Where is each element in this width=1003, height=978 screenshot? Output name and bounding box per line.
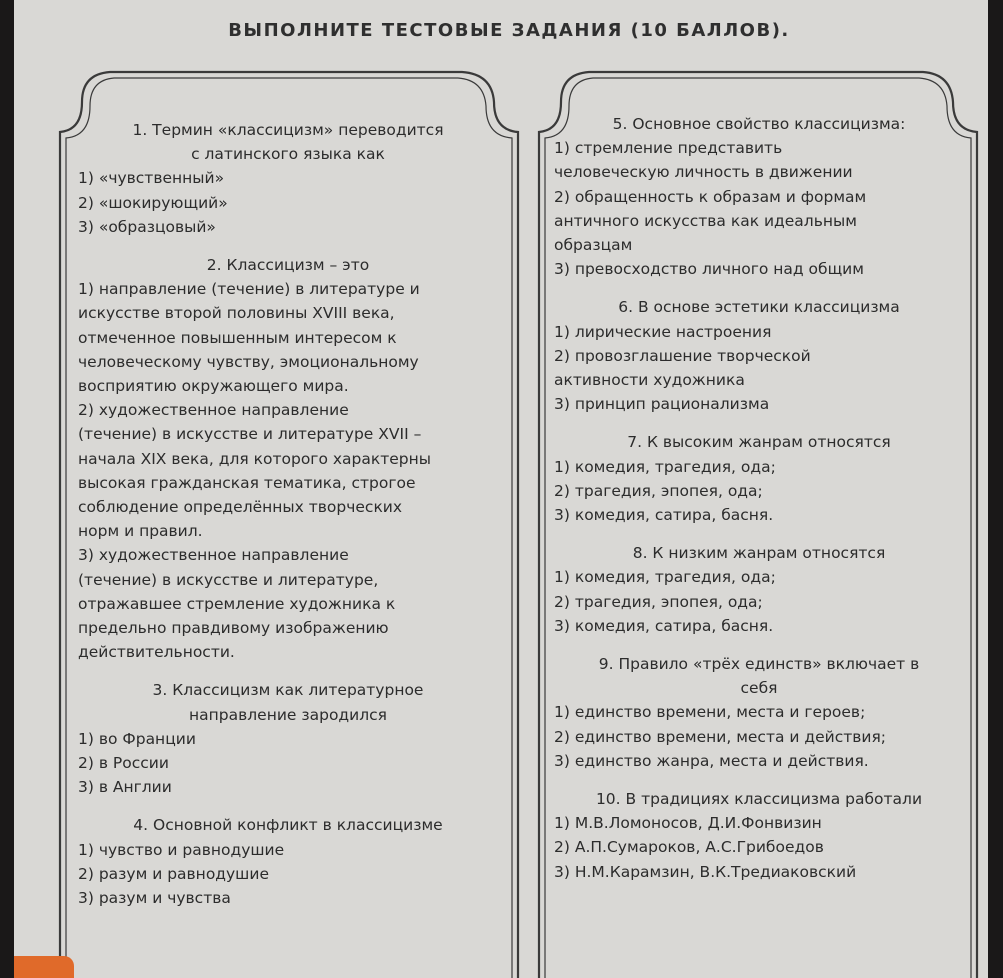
- question-block: [78, 813, 498, 910]
- answer-option: 1) единство времени, места и героев;: [554, 703, 866, 722]
- answer-option: искусстве второй половины XVIII века,: [78, 304, 395, 323]
- answer-option: 2) художественное направление: [78, 401, 349, 420]
- answer-option: норм и правил.: [78, 522, 203, 541]
- answer-option: античного искусства как идеальным: [554, 211, 857, 230]
- answer-option: 1) комедия, трагедия, ода;: [554, 568, 776, 587]
- question-text: 5. Основное свойство классицизма:: [612, 115, 906, 133]
- answer-option: высокая гражданская тематика, строгое: [78, 473, 416, 492]
- answer-option: 3) в Англии: [78, 778, 172, 797]
- question-gap: [554, 773, 964, 787]
- answer-option: 1) М.В.Ломоносов, Д.И.Фонвизин: [554, 814, 822, 833]
- question-block: [554, 787, 964, 884]
- answer-option: 1) комедия, трагедия, ода;: [554, 457, 776, 476]
- answer-option: человеческому чувству, эмоциональному: [78, 352, 419, 371]
- question-block: [554, 652, 964, 773]
- answer-option: действительности.: [78, 643, 235, 662]
- answer-option: предельно правдивому изображению: [78, 619, 389, 638]
- answer-option: 3) единство жанра, места и действия.: [554, 751, 869, 770]
- question-text: 7. К высоким жанрам относятся: [627, 433, 891, 452]
- page-title: ВЫПОЛНИТЕ ТЕСТОВЫЕ ЗАДАНИЯ (10 БАЛЛОВ).: [228, 20, 790, 41]
- answer-option: активности художника: [554, 371, 745, 390]
- question-gap: [554, 638, 964, 652]
- answer-option: 2) в России: [78, 754, 169, 773]
- question-gap: [554, 416, 964, 430]
- right-column-questions: [554, 112, 964, 884]
- answer-option: 3) художественное направление: [78, 546, 349, 565]
- answer-option: 3) «образцовый»: [78, 217, 216, 236]
- answer-option: 2) трагедия, эпопея, ода;: [554, 592, 763, 611]
- question-text: 2. Классицизм – это: [206, 256, 370, 275]
- answer-option: 2) разум и равнодушие: [78, 864, 269, 883]
- left-column-questions: [78, 118, 498, 910]
- answer-option: соблюдение определённых творческих: [78, 498, 403, 517]
- answer-option: человеческую личность в движении: [554, 163, 853, 182]
- answer-option: 3) принцип рационализма: [554, 395, 770, 414]
- answer-option: восприятию окружающего мира.: [78, 377, 349, 396]
- answer-option: 2) провозглашение творческой: [554, 346, 811, 365]
- question-block: [554, 541, 964, 638]
- question-block: [554, 295, 964, 416]
- answer-option: 3) разум и чувства: [78, 889, 231, 908]
- answer-option: (течение) в искусстве и литературе,: [78, 570, 379, 589]
- question-gap: [554, 527, 964, 541]
- question-text: себя: [740, 679, 778, 698]
- answer-option: 3) комедия, сатира, басня.: [554, 506, 774, 525]
- question-block: [78, 118, 498, 239]
- question-text: 10. В традициях классицизма работали: [595, 790, 923, 809]
- answer-option: 1) лирические настроения: [554, 322, 772, 341]
- answer-option: 3) комедия, сатира, басня.: [554, 616, 774, 635]
- question-gap: [78, 664, 498, 678]
- answer-option: 2) единство времени, места и действия;: [554, 727, 887, 746]
- answer-option: 1) во Франции: [78, 729, 196, 748]
- question-block: [554, 430, 964, 527]
- worksheet-page: [14, 0, 988, 978]
- answer-option: 1) направление (течение) в литературе и: [78, 280, 420, 299]
- answer-option: 3) Н.М.Карамзин, В.К.Тредиаковский: [554, 862, 857, 881]
- answer-option: начала XIX века, для которого характерны: [78, 449, 431, 468]
- answer-option: 3) превосходство личного над общим: [554, 260, 864, 279]
- question-text: направление зародился: [189, 705, 387, 724]
- answer-option: отмеченное повышенным интересом к: [78, 328, 397, 347]
- answer-option: 2) «шокирующий»: [78, 193, 228, 212]
- answer-option: (течение) в искусстве и литературе XVII –: [78, 425, 422, 444]
- question-text: 8. К низким жанрам относятся: [632, 544, 886, 563]
- answer-option: 2) А.П.Сумароков, А.С.Грибоедов: [554, 838, 824, 857]
- question-text: 9. Правило «трёх единств» включает в: [598, 655, 920, 674]
- question-text: 4. Основной конфликт в классицизме: [133, 816, 443, 835]
- question-text: 3. Классицизм как литературное: [152, 681, 424, 700]
- question-block: [78, 253, 498, 664]
- question-text: 1. Термин «классицизм» переводится: [132, 121, 444, 139]
- answer-option: 1) стремление представить: [554, 139, 783, 158]
- question-gap: [554, 281, 964, 295]
- answer-option: образцам: [554, 236, 633, 255]
- answer-option: 1) чувство и равнодушие: [78, 840, 285, 859]
- question-block: [78, 678, 498, 799]
- answer-option: 1) «чувственный»: [78, 169, 225, 188]
- corner-stain: [14, 956, 74, 978]
- question-text: с латинского языка как: [191, 145, 385, 164]
- question-gap: [78, 239, 498, 253]
- question-gap: [78, 799, 498, 813]
- question-text: 6. В основе эстетики классицизма: [618, 298, 900, 317]
- answer-option: 2) трагедия, эпопея, ода;: [554, 481, 763, 500]
- answer-option: 2) обращенность к образам и формам: [554, 187, 867, 206]
- question-block: [554, 112, 964, 281]
- answer-option: отражавшее стремление художника к: [78, 594, 396, 613]
